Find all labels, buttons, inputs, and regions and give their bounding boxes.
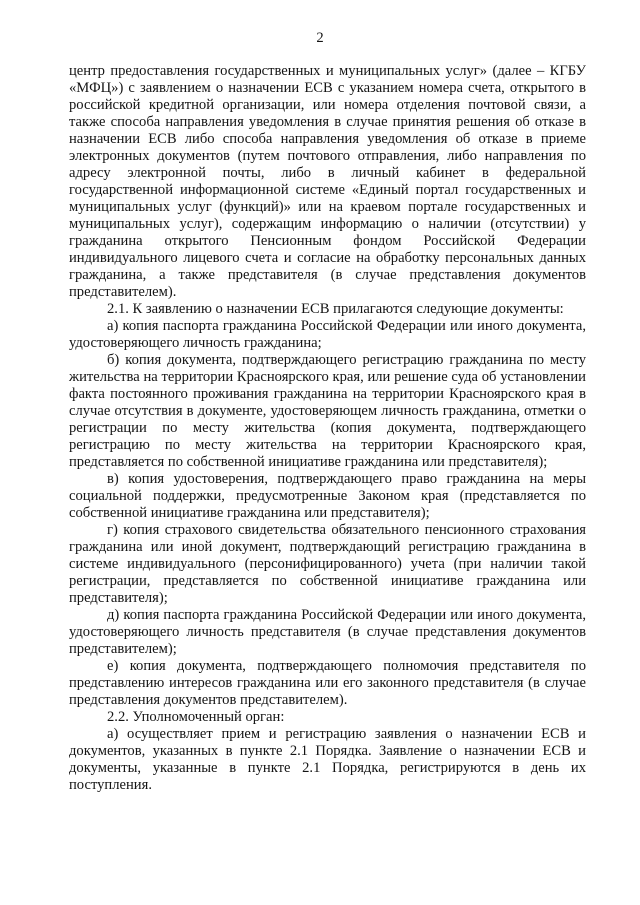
paragraph-2-1-heading: 2.1. К заявлению о назначении ЕСВ прилагаются следующие документы: — [107, 301, 564, 317]
paragraph-item-e: е) копия документа, подтверждающего полномочия представителя по представлению интересов гражданина или его законного представителя (в случае представления документов представителем). — [69, 658, 586, 708]
paragraph-intro-continuation: центр предоставления государственных и муниципальных услуг» (далее – КГБУ «МФЦ») с заявлением о назначении ЕСВ с указанием номера счета, открытого в российской кредитной организации, или номера отделения почтовой связи, а также способа направления уведомления в случае принятия решения об отказе в назначении ЕСВ либо способа направления уведомления об отказе в приеме электронных документов (путем почтового отправления, либо направления по адресу электронной почты, либо в личный кабинет в федеральной государственной информационной системе «Единый портал государственных и муниципальных услуг (функций)» или на краевом портале государственных и муниципальных услуг), содержащим информацию о наличии (отсутствии) у гражданина открытого Пенсионным фондом Российской Федерации индивидуального лицевого счета и согласие на обработку персональных данных гражданина, а также представителя (в случае представления документов представителем). — [69, 63, 586, 300]
paragraph-item-g: г) копия страхового свидетельства обязательного пенсионного страхования гражданина или иной документ, подтверждающий регистрацию гражданина в системе индивидуального (персонифицированного) учета (при наличии такой регистрации, представляется по собственной инициативе гражданина или представителя); — [69, 522, 586, 606]
paragraph-item-v: в) копия удостоверения, подтверждающего право гражданина на меры социальной поддержки, предусмотренные Законом края (представляется по собственной инициативе гражданина или представителя); — [69, 471, 586, 521]
paragraph-2-2-item-a: а) осуществляет прием и регистрацию заявления о назначении ЕСВ и документов, указанных в пункте 2.1 Порядка. Заявление о назначении ЕСВ и документы, указанные в пункте 2.1 Порядка, регистрируются в день их поступления. — [69, 726, 586, 793]
document-body — [69, 63, 586, 794]
paragraph-item-b: б) копия документа, подтверждающего регистрацию гражданина по месту жительства на территории Красноярского края, или решение суда об установлении факта постоянного проживания гражданина на территории Красноярского края в случае отсутствия в документе, удостоверяющем личность гражданина, отметки о регистрации по месту жительства (копия документа, подтверждающего регистрацию по месту жительства на территории Красноярского края, представляется по собственной инициативе гражданина или представителя); — [69, 352, 586, 470]
paragraph-item-d: д) копия паспорта гражданина Российской Федерации или иного документа, удостоверяющего личность представителя (в случае представления документов представителем); — [69, 607, 586, 657]
paragraph-2-2-heading: 2.2. Уполномоченный орган: — [107, 709, 285, 725]
paragraph-item-a: а) копия паспорта гражданина Российской Федерации или иного документа, удостоверяющего личность гражданина; — [69, 318, 586, 351]
page-number: 2 — [316, 30, 324, 46]
